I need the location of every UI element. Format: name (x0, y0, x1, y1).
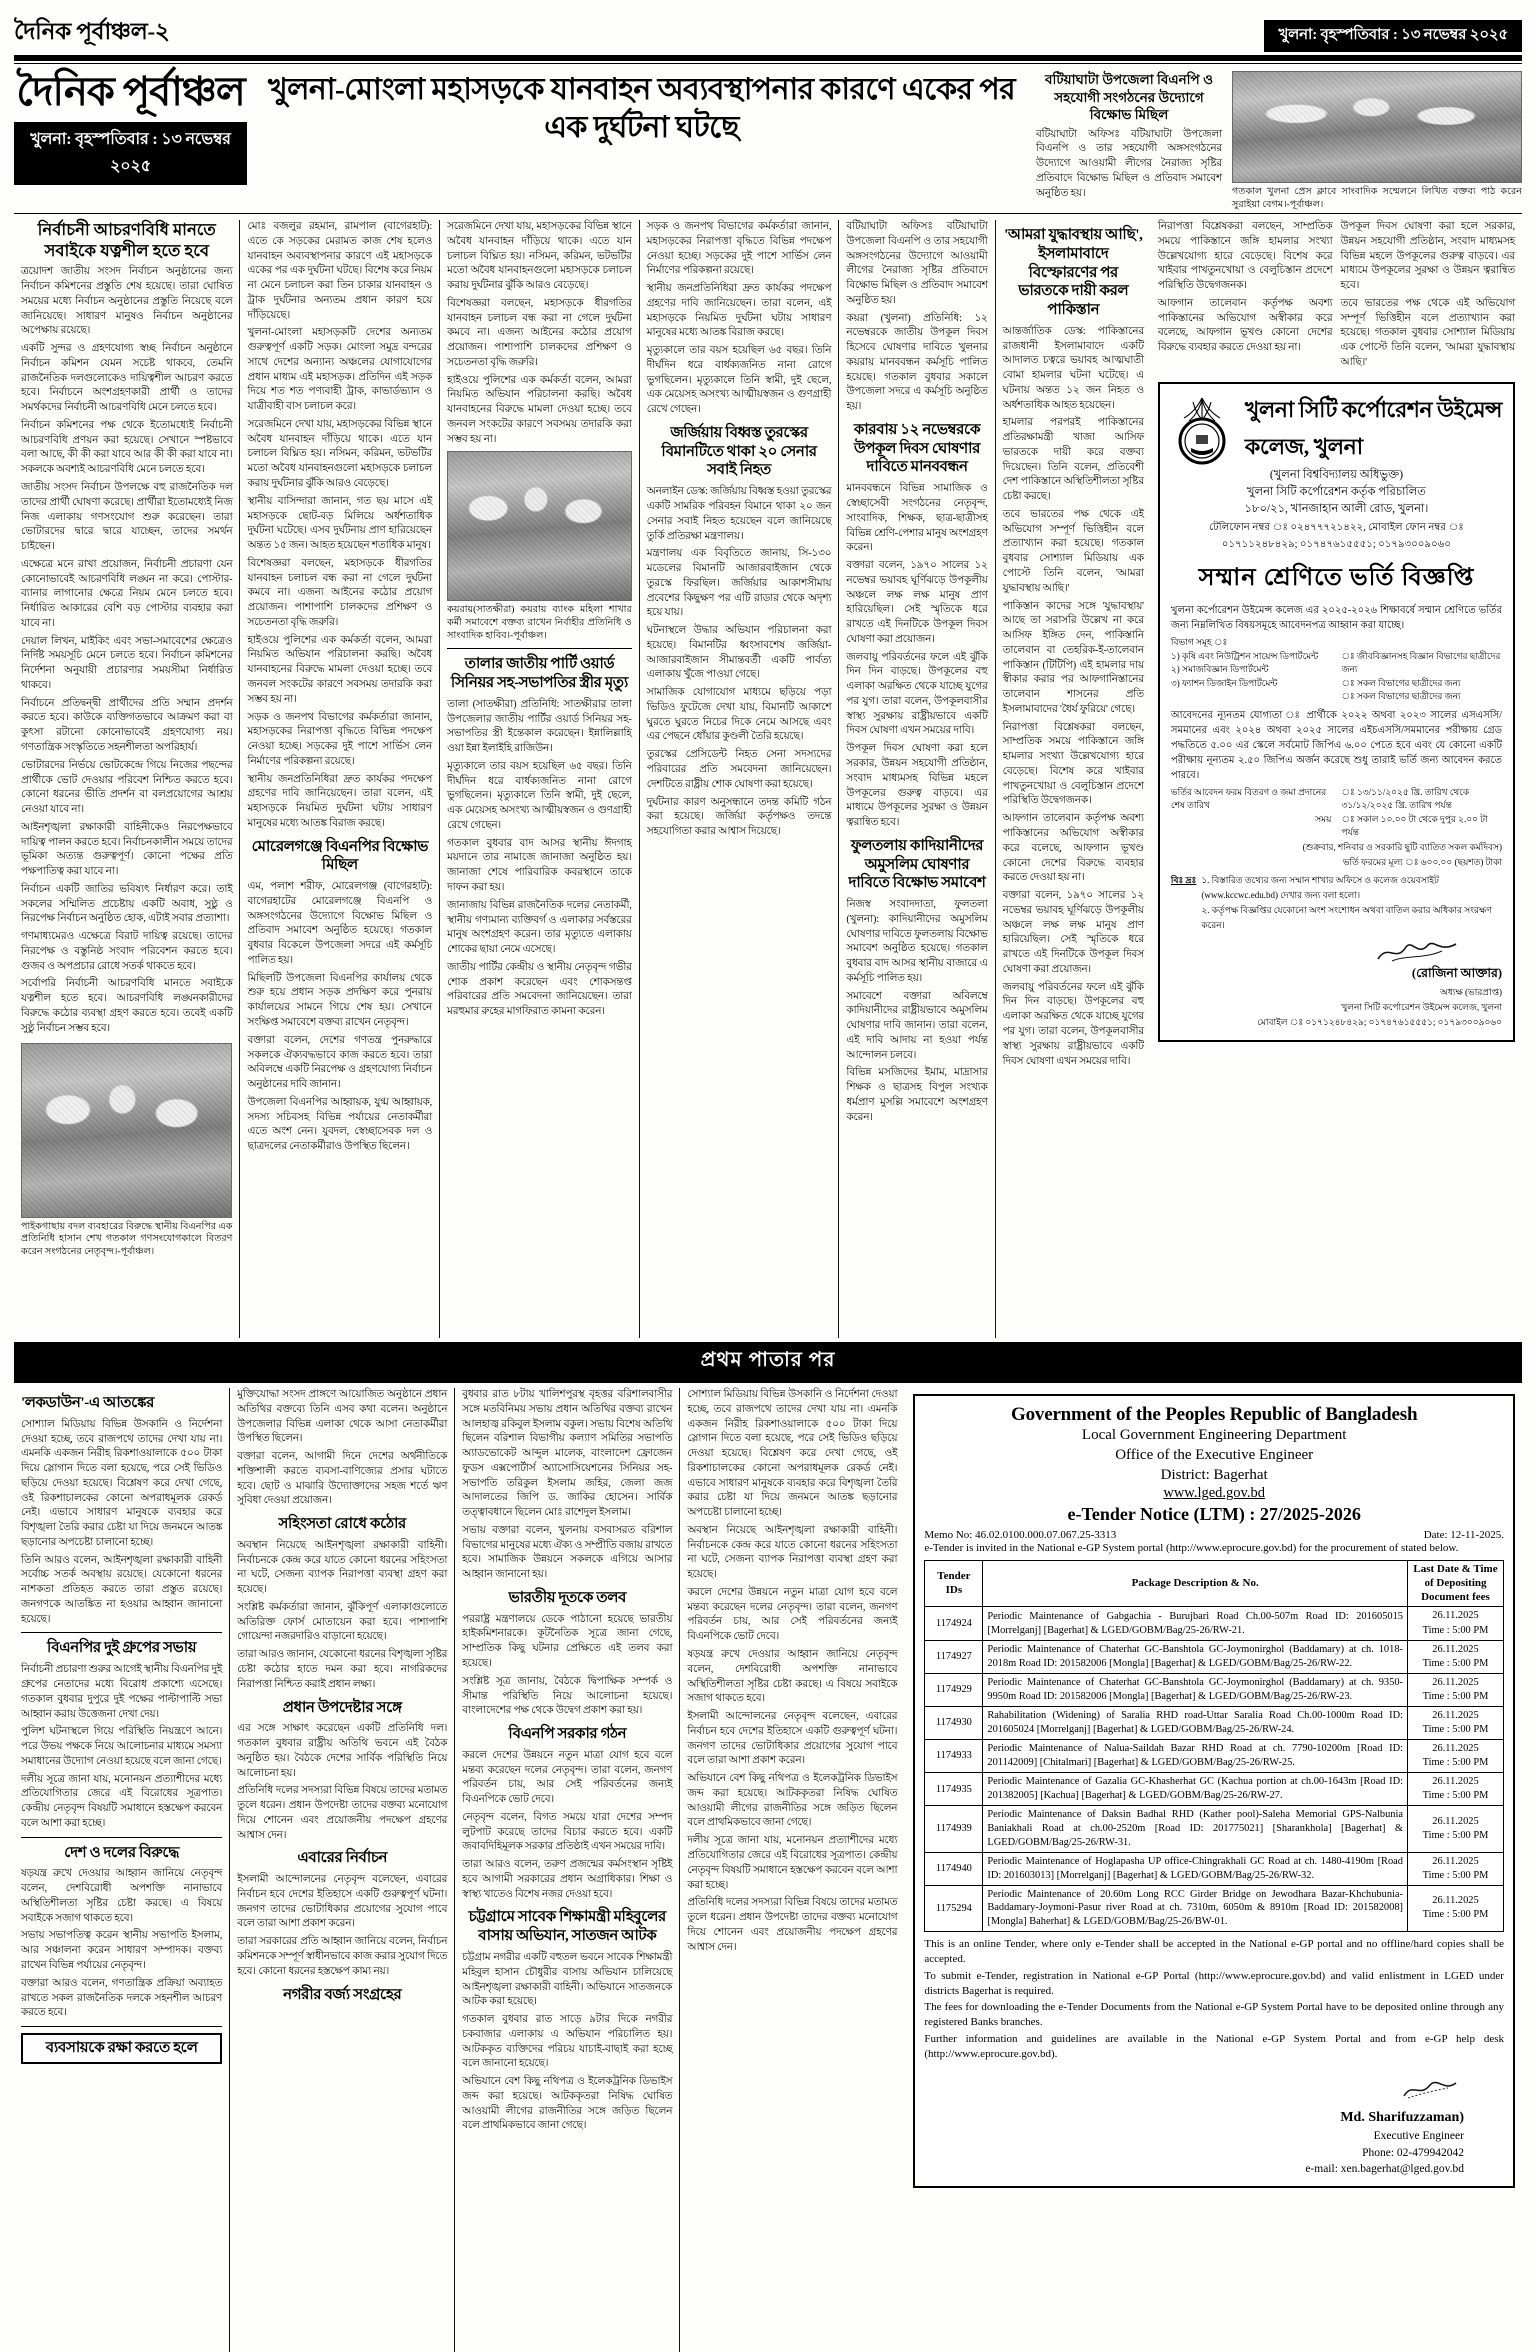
admission-banner: সম্মান শ্রেণিতে ভর্তি বিজ্ঞপ্তি (1198, 565, 1475, 592)
tender-desc: Rahabilitation (Widening) of Saralia RHD road-Uttar Saralia Road Ch.00-1000m Road ID: 201605024 [Morrelganj] [Bagerhat] & LGED/GOBM/Bag/25-26/RW-24. (983, 1706, 1408, 1739)
col3-body-top: সরেজমিনে দেখা যায়, মহাসড়কের বিভিন্ন স্থানে অবৈধ যানবাহন দাঁড়িয়ে থাকে। এতে যান চলাচল বিঘ্নিত হয়। নসিমন, করিমন, ভটভটির মতো অবৈধ যানবাহনগুলো মহাসড়কে চলাচল করায় দুর্ঘটনার ঝুঁকি আরও বেড়েছে। বিশেষজ্ঞরা বলছেন, মহাসড়কে ধীরগতির যানবাহন চলাচল বন্ধ করা না গেলে দুর্ঘটনা কমবে না। এজন্য আইনের কঠোর প্রয়োগ প্রয়োজন। পাশাপাশি চালকদের প্রশিক্ষণ ও সচেতনতা বৃদ্ধি জরুরি। হাইওয়ে পুলিশের এক কর্মকর্তা বলেন, আমরা নিয়মিত অভিযান পরিচালনা করছি। অবৈধ যানবাহনের বিরুদ্ধে মামলা দেওয়া হচ্ছে। তবে জনবল সংকটের কারণে সবসময় তদারকি করা সম্ভব হয় না। (447, 221, 632, 445)
col6-body: আন্তর্জাতিক ডেস্ক: পাকিস্তানের রাজধানী ইসলামাবাদে একটি আদালত চত্বরে ভয়াবহ আত্মঘাতী বোমা হামলার ঘটনা ঘটেছে। এ ঘটনায় অন্তত ১২ জন নিহত ও অর্ধশতাধিক আহত হয়েছেন। হামলার পরপরই পাকিস্তানের প্রতিরক্ষামন্ত্রী খাজা আসিফ ভারতকে দায়ী করে বক্তব্য দিয়েছেন। তিনি বলেন, প্রতিবেশী দেশ পাকিস্তানে অস্থিতিশীলতা সৃষ্টির চেষ্টা করছে। তবে ভারতের পক্ষ থেকে এই অভিযোগ সম্পূর্ণ ভিত্তিহীন বলে প্রত্যাখ্যান করা হয়েছে। গতকাল বুধবার সোশ্যাল মিডিয়ায় এক পোস্টে তিনি বলেন, 'আমরা যুদ্ধাবস্থায় আছি।' পাকিস্তান কাদের সঙ্গে 'যুদ্ধাবস্থায়' আছে তা সরাসরি উল্লেখ না করে আসিফ ইঙ্গিত দেন, পাকিস্তানি তালেবান বা তেহরিক-ই-তালেবান পাকিস্তান (টিটিপি) এই হামলার দায় স্বীকার করার পর আফগানিস্তানের তালেবান শাসনের প্রতি ইসলামাবাদের 'ধৈর্য ফুরিয়ে' গেছে। নিরাপত্তা বিশ্লেষকরা বলছেন, সাম্প্রতিক সময়ে পাকিস্তানে জঙ্গি হামলার সংখ্যা উল্লেখযোগ্য হারে বেড়েছে। বিশেষ করে খাইবার পাখতুনখোয়া ও বেলুচিস্তান প্রদেশে পরিস্থিতি উদ্বেগজনক। আফগান তালেবান কর্তৃপক্ষ অবশ্য পাকিস্তানের অভিযোগ অস্বীকার করে বলেছে, আফগান ভূখণ্ড কোনো দেশের বিরুদ্ধে ব্যবহার করতে দেওয়া হয় না। বক্তারা বলেন, ১৯৭০ সালের ১২ নভেম্বর ভয়াবহ ঘূর্ণিঝড়ে উপকূলীয় অঞ্চলে লক্ষ লক্ষ মানুষ প্রাণ হারিয়েছিল। সেই স্মৃতিকে ধরে রাখতে এই দিনটিকে উপকূল দিবস ঘোষণা করা প্রয়োজন। জলবায়ু পরিবর্তনের ফলে এই ঝুঁকি দিন দিন বাড়ছে। উপকূলের বহু এলাকা অরক্ষিত থেকে যাচ্ছে যুগের পর যুগ। তারা বলেন, উপকূলবাসীর স্বাস্থ্য সুরক্ষায় রাষ্ট্রীয়ভাবে একটি দিবস ঘোষণা এখন সময়ের দাবি। (1002, 325, 1144, 1067)
tender-deadline: 26.11.2025 Time : 5:00 PM (1407, 1640, 1503, 1673)
b2-headline-2: সহিংসতা রোধে কঠোর (278, 1516, 406, 1533)
tender-notes (924, 1937, 1504, 2062)
gov-department: Local Government Engineering Department (1081, 1427, 1347, 1443)
form-distribution-label: ভর্তির আবেদন ফরম বিতরণ ও জমা প্রদানের শেষ তারিখ (1170, 786, 1327, 811)
tender-desc: Periodic Maintenance of 20.60m Long RCC Girder Bridge on Jewodhara Bazar-Khchubunia-Baddamary-Joymoni-Pasur river Road at ch. 7310m, 6050m & 8910m [Road ID: 201582008] [Mongla] Baherhat] & LGED/GOBM/Bag/25-26/BW-01. (983, 1885, 1408, 1931)
tender-desc: Periodic Maintenance of Daksin Badhal RHD (Kather pool)-Saleha Memorial GPS-Nalbunia Baniakhali Road at ch.00-2520m [Road ID: 201775021] [Sharankhola] [Bagerhat] & LGED/GOBM/Bag/25-26/RW-31. (983, 1806, 1408, 1852)
principal-signature-icon (1171, 939, 1502, 965)
b2-body-1: মুক্তিযোদ্ধা সংসদ প্রাঙ্গণে আয়োজিত অনুষ্ঠানে প্রধান অতিথির বক্তব্যে তিনি এসব কথা বলেন। অনুষ্ঠানে উপজেলার বিভিন্ন এলাকা থেকে আসা নেতাকর্মীরা উপস্থিত ছিলেন। বক্তারা বলেন, আগামী দিনে দেশের অর্থনীতিকে শক্তিশালী করতে ব্যবসা-বাণিজ্যের প্রসার ঘটাতে হবে। ছোট ও মাঝারি উদ্যোক্তাদের সহজ শর্তে ঋণ সুবিধা দেওয়া প্রয়োজন। (237, 1389, 448, 1507)
subject-eligibility: ঃ সকল বিভাগের ছাত্রীদের জন্য (1341, 677, 1461, 688)
top-rule-thick (14, 55, 1522, 61)
admission-intro: খুলনা কর্পোরেশন উইমেন্স কলেজ এর ২০২৫-২০২৬ শিক্ষাবর্ষে সম্মান শ্রেণিতে ভর্তির জন্য নিম্নলিখিত বিষয়সমূহে আবেদনপত্র আহ্বান করা যাচ্ছে। (1170, 605, 1503, 632)
b3-headline-4: চট্টগ্রামে সাবেক শিক্ষামন্ত্রী মহিবুলের বাসায় অভিযান, সাতজন আটক (468, 1909, 666, 1945)
masthead-bottom-rule (14, 213, 1522, 214)
tender-id: 1174939 (925, 1806, 983, 1852)
th-tender-ids: Tender IDs (925, 1561, 983, 1607)
col5-kicker: কারবায় ১২ নভেম্বরকে উপকূল দিবস ঘোষণার দাবিতে মানববন্ধন (853, 421, 981, 476)
col2-sub-body: এম, পলাশ শরীফ, মোরেলগঞ্জ (বাগেরহাট): বাগেরহাটের মোরেলগঞ্জে বিএনপি ও অঙ্গসংগঠনের উদ্যোগে বিক্ষোভ মিছিল ও প্রতিবাদ সমাবেশ অনুষ্ঠিত হয়েছে। গতকাল বুধবার বিকেলে উপজেলা সদরে এই কর্মসূচি পালিত হয়। মিছিলটি উপজেলা বিএনপির কার্যালয় থেকে শুরু হয়ে প্রধান সড়ক প্রদক্ষিণ করে পুনরায় কার্যালয়ের সামনে গিয়ে শেষ হয়। সেখানে সংক্ষিপ্ত সমাবেশে বক্তব্য রাখেন নেতৃবৃন্দ। বক্তারা বলেন, দেশের গণতন্ত্র পুনরুদ্ধারে সকলকে ঐক্যবদ্ধভাবে কাজ করতে হবে। তারা অবিলম্বে একটি নিরপেক্ষ ও গ্রহণযোগ্য নির্বাচন অনুষ্ঠানের দাবি জানান। উপজেলা বিএনপির আহ্বায়ক, যুগ্ম আহ্বায়ক, সদস্য সচিবসহ বিভিন্ন পর্যায়ের নেতাকর্মীরা এতে অংশ নেন। যুবদল, স্বেচ্ছাসেবক দল ও ছাত্রদলের নেতাকর্মীরাও উপস্থিত ছিলেন। (247, 881, 433, 1153)
tender-id: 1175294 (925, 1885, 983, 1931)
col6-kicker: 'আমরা যুদ্ধাবস্থায় আছি', ইসলামাবাদে বিস্ফোরণের পর ভারতকে দায়ী করল পাকিস্তান (1004, 227, 1143, 318)
tender-note: The fees for downloading the e-Tender Documents from the National e-GP System Portal have to be deposited online through any registered Banks branches. (924, 2001, 1504, 2029)
subject-item: ১) কৃষি এবং নিউট্রিশন সায়েন্স ডিপার্টমেন্ট (1170, 650, 1319, 661)
form-holiday-note: (শুক্রবার, শনিবার ও সরকারি ছুটি ব্যাতিত সকল কর্মদিবস) (1302, 841, 1503, 852)
col2-body: মোঃ বজলুর রহমান, রামপাল (বাগেরহাট): এতে কে সড়কের মেরামত কাজ শেষ হলেও যানবাহন অব্যবস্থাপনার কারণে এই মহাসড়কে একের পর এক দুর্ঘটনা ঘটছে। বিশেষ করে নিয়ম না মেনে চলাচল করা তিন চাকার যানবাহন ও ট্রাক দুর্ঘটনার অন্যতম প্রধান কারণ হয়ে দাঁড়িয়েছে। খুলনা-মোংলা মহাসড়কটি দেশের অন্যতম গুরুত্বপূর্ণ একটি সড়ক। মোংলা সমুদ্র বন্দরের সাথে দেশের অন্যান্য অঞ্চলের যোগাযোগের প্রধান মাধ্যম এই মহাসড়ক। প্রতিদিন এই সড়ক দিয়ে শত শত পণ্যবাহী ট্রাক, কাভার্ডভ্যান ও যাত্রীবাহী বাস চলাচল করে। সরেজমিনে দেখা যায়, মহাসড়কের বিভিন্ন স্থানে অবৈধ যানবাহন দাঁড়িয়ে থাকে। এতে যান চলাচল বিঘ্নিত হয়। নসিমন, করিমন, ভটভটির মতো অবৈধ যানবাহনগুলো মহাসড়কে চলাচল করায় দুর্ঘটনার ঝুঁকি আরও বেড়েছে। স্থানীয় বাসিন্দারা জানান, গত ছয় মাসে এই মহাসড়কে ছোট-বড় মিলিয়ে অর্ধশতাধিক দুর্ঘটনা ঘটেছে। এসব দুর্ঘটনায় প্রাণ হারিয়েছেন অন্তত ১৫ জন। আহত হয়েছেন শতাধিক মানুষ। বিশেষজ্ঞরা বলছেন, মহাসড়কে ধীরগতির যানবাহন চলাচল বন্ধ করা না গেলে দুর্ঘটনা কমবে না। এজন্য আইনের কঠোর প্রয়োগ প্রয়োজন। পাশাপাশি চালকদের প্রশিক্ষণ ও সচেতনতা বৃদ্ধি জরুরি। হাইওয়ে পুলিশের এক কর্মকর্তা বলেন, আমরা নিয়মিত অভিযান পরিচালনা করছি। অবৈধ যানবাহনের বিরুদ্ধে মামলা দেওয়া হচ্ছে। তবে জনবল সংকটের কারণে সবসময় তদারকি করা সম্ভব হয় না। সড়ক ও জনপথ বিভাগের কর্মকর্তারা জানান, মহাসড়কের নিরাপত্তা বৃদ্ধিতে বিভিন্ন পদক্ষেপ নেওয়া হচ্ছে। সড়কের দুই পাশে সার্ভিস লেন নির্মাণের পরিকল্পনা রয়েছে। স্থানীয় জনপ্রতিনিধিরা দ্রুত কার্যকর পদক্ষেপ গ্রহণের দাবি জানিয়েছেন। তারা বলেন, এই মহাসড়কে নিয়মিত দুর্ঘটনা ঘটায় সাধারণ মানুষের মধ্যে আতঙ্ক বিরাজ করছে। (247, 221, 433, 829)
form-distribution-value: ঃ ১৩/১১/২০২৫ খ্রি. তারিখ থেকে ৩১/১২/২০২৫ খ্রি. তারিখ পর্যন্ত (1341, 786, 1470, 811)
b1-body-2: নির্বাচনী প্রচারণা শুরুর আগেই স্থানীয় বিএনপির দুই গ্রুপের নেতাদের মধ্যে বিরোধ প্রকাশ্যে এসেছে। গতকাল বুধবার দুপুরে দুই পক্ষের পাল্টাপাল্টি সভা আহ্বান করায় উত্তেজনা দেখা দেয়। পুলিশ ঘটনাস্থলে গিয়ে পরিস্থিতি নিয়ন্ত্রণে আনে। পরে উভয় পক্ষকে নিয়ে আলোচনার মাধ্যমে সমস্যা সমাধানের উদ্যোগ নেওয়া হয়েছে বলে জানা গেছে। দলীয় সূত্রে জানা যায়, মনোনয়ন প্রত্যাশীদের মধ্যে প্রতিযোগিতার জেরে এই বিরোধের সূত্রপাত। কেন্দ্রীয় নেতৃবৃন্দ বিষয়টি সমাধানে হস্তক্ষেপ করবেন বলে আশা করা হচ্ছে। (21, 1664, 223, 1829)
b1-body-3: ষড়যন্ত্র রুখে দেওয়ার আহ্বান জানিয়ে নেতৃবৃন্দ বলেন, দেশবিরোধী অপশক্তি নানাভাবে অস্থিতিশীলতা সৃষ্টির চেষ্টা করছে। এ বিষয়ে সবাইকে সজাগ থাকতে হবে। সভায় সভাপতিত্ব করেন স্থানীয় সভাপতি ইসলাম, আর সঞ্চালনা করেন সাধারণ সম্পাদক। বক্তব্য রাখেন বিভিন্ন পর্যায়ের নেতৃবৃন্দ। বক্তারা আরও বলেন, গণতান্ত্রিক প্রক্রিয়া অব্যাহত রাখতে সকল রাজনৈতিক দলকে সহনশীল আচরণ করতে হবে। (21, 1868, 223, 2019)
college-operator: খুলনা সিটি কর্পোরেশন কর্তৃক পরিচালিত (1247, 485, 1426, 498)
lged-website-link[interactable]: www.lged.gov.bd (1163, 1485, 1265, 1502)
form-time-label: সময় (1315, 813, 1332, 824)
rail-body-left: নিরাপত্তা বিশ্লেষকরা বলছেন, সাম্প্রতিক সময়ে পাকিস্তানে জঙ্গি হামলার সংখ্যা উল্লেখযোগ্য হারে বেড়েছে। বিশেষ করে খাইবার পাখতুনখোয়া ও বেলুচিস্তান প্রদেশে পরিস্থিতি উদ্বেগজনক। আফগান তালেবান কর্তৃপক্ষ অবশ্য পাকিস্তানের অভিযোগ অস্বীকার করে বলেছে, আফগান ভূখণ্ড কোনো দেশের বিরুদ্ধে ব্যবহার করতে দেওয়া হয় না। (1157, 221, 1333, 354)
tender-desc: Periodic Maintenance of Chaterhat GC-Banshtola GC-Joymonirghol (Baddamary) at ch. 9350-9950m Road ID: 201582006 [Mongla] [Bagerhat] & LGED/GOBM/Bag/25-26/RW-23. (983, 1673, 1408, 1706)
side-body: বটিয়াঘাটা অফিসঃ বটিয়াঘাটা উপজেলা বিএনপি ও তার সহযোগী অঙ্গসংগঠনের উদ্যোগে আওয়ামী লীগের নৈরাজ্য সৃষ্টির প্রতিবাদে বিক্ষোভ মিছিল ও প্রতিবাদ সমাবেশ অনুষ্ঠিত হয়। (1036, 128, 1222, 199)
principal-mobile: মোবাইল ঃ ০১৭১২৪৮৪২৯; ০১৭৪৭৬১৫৫৫১; ০১৭৯৩০০৯০৬০ (1257, 1016, 1503, 1027)
b1-divider-1 (21, 1632, 222, 1633)
col4-body-top: সড়ক ও জনপথ বিভাগের কর্মকর্তারা জানান, মহাসড়কের নিরাপত্তা বৃদ্ধিতে বিভিন্ন পদক্ষেপ নেওয়া হচ্ছে। সড়কের দুই পাশে সার্ভিস লেন নির্মাণের পরিকল্পনা রয়েছে। স্থানীয় জনপ্রতিনিধিরা দ্রুত কার্যকর পদক্ষেপ গ্রহণের দাবি জানিয়েছেন। তারা বলেন, এই মহাসড়কে নিয়মিত দুর্ঘটনা ঘটায় সাধারণ মানুষের মধ্যে আতঙ্ক বিরাজ করছে। মৃত্যুকালে তার বয়স হয়েছিল ৬৫ বছর। তিনি দীর্ঘদিন ধরে বার্ধক্যজনিত নানা রোগে ভুগছিলেন। মৃত্যুকালে তিনি স্বামী, দুই ছেলে, এক মেয়েসহ অসংখ্য আত্মীয়স্বজন ও গুণগ্রাহী রেখে গেছেন। (646, 221, 832, 416)
tender-deadline: 26.11.2025 Time : 5:00 PM (1407, 1739, 1503, 1772)
b3-body-3: করলে দেশের উন্নয়নে নতুন মাত্রা যোগ হবে বলে মন্তব্য করেছেন দলের নেতৃবৃন্দ। তারা বলেন, জনগণ পরিবর্তন চায়, আর সেই পরিবর্তনের জন্যই বিএনপিকে ভোট দেবে। নেতৃবৃন্দ বলেন, বিগত সময়ে যারা দেশের সম্পদ লুটপাট করেছে তাদের বিচার করতে হবে। একটি জবাবদিহিমূলক সরকার প্রতিষ্ঠাই এখন সময়ের দাবি। তারা আরও বলেন, তরুণ প্রজন্মের কর্মসংস্থান সৃষ্টিই হবে আগামী সরকারের প্রধান অগ্রাধিকার। শিক্ষা ও স্বাস্থ্য খাতেও বিশেষ নজর দেওয়া হবে। (462, 1749, 673, 1900)
b3-body-1: বুধবার রাত ৮টায় খালিশপুরস্থ বৃহত্তর বরিশালবাসীর সঙ্গে মতবিনিময় সভায় প্রধান অতিথির বক্তব্য রাখেন আলহাজ্ব রকিবুল ইসলাম বকুল। সভায় বিশেষ অতিথি ছিলেন বরিশাল বিভাগীয় কল্যাণ সমিতির সভাপতি অ্যাডভোকেট আব্দুল মালেক, বাংলাদেশ ফ্রোজেন ফুডস এক্সপোর্টার্স অ্যাসোসিয়েশনের সিনিয়র সহ-সভাপতি তরিকুল ইসলাম জহির, জেলা জজ আদালতের জিপি ড. জাকির হোসেন। সার্বিক তত্ত্বাবধানে ছিলেন মোঃ রাশেদুল ইসলাম। সভায় বক্তারা বলেন, খুলনায় বসবাসরত বরিশাল বিভাগের মানুষের মধ্যে ঐক্য ও সম্প্রীতি বজায় রাখতে হবে। সামাজিক উন্নয়নে সকলকে এগিয়ে আসার আহ্বান জানানো হয়। (462, 1389, 673, 1581)
col1-photo-caption: পাইকগাছায় বদল ব্যবহারের বিরুদ্ধে স্থানীয় বিএনপির এক প্রতিনিধি হাসান শেখ গতকাল গণসংযোগকালে বিতরণ করেন সংগঠনের নেতৃবৃন্দ।-পূর্বাঞ্চল। (21, 1220, 233, 1258)
th-last-date: Last Date & Time of Depositing Document fees (1407, 1561, 1503, 1607)
b1-headline-3: দেশ ও দলের বিরুদ্ধে (64, 1844, 180, 1861)
side-caption: বটিয়াঘাটা উপজেলা বিএনপি ও সহযোগী সংগঠনের উদ্যোগে বিক্ষোভ মিছিল (1044, 72, 1214, 123)
subject-item: ২) সমাজবিজ্ঞান ডিপার্টমেন্ট (1170, 664, 1269, 675)
column-1 (14, 220, 239, 1338)
signer-title: Executive Engineer (1373, 2129, 1464, 2142)
tender-deadline: 26.11.2025 Time : 5:00 PM (1407, 1885, 1503, 1931)
col4-body: অনলাইন ডেস্ক: জর্জিয়ায় বিধ্বস্ত হওয়া তুরস্কের একটি সামরিক পরিবহন বিমানে থাকা ২০ জন সেনার সবাই নিহত হয়েছেন বলে জানিয়েছে তুর্কি প্রতিরক্ষা মন্ত্রণালয়। মন্ত্রণালয় এক বিবৃতিতে জানায়, সি-১৩০ মডেলের বিমানটি আজারবাইজান থেকে তুরস্কে ফিরছিল। জর্জিয়ার আকাশসীমায় প্রবেশের কিছুক্ষণ পর এটি রাডার থেকে অদৃশ্য হয়ে যায়। ঘটনাস্থলে উদ্ধার অভিযান পরিচালনা করা হয়েছে। বিমানটির ধ্বংসাবশেষ জর্জিয়া-আজারবাইজান সীমান্তবর্তী একটি পার্বত্য এলাকায় খুঁজে পাওয়া গেছে। সামাজিক যোগাযোগ মাধ্যমে ছড়িয়ে পড়া ভিডিও ফুটেজে দেখা যায়, বিমানটি আকাশে ঘুরতে ঘুরতে নিচের দিকে নেমে আসছে এবং এর পেছনে ধোঁয়ার কুণ্ডলী তৈরি হয়েছে। তুরস্কের প্রেসিডেন্ট নিহত সেনা সদস্যদের পরিবারের প্রতি সমবেদনা জানিয়েছেন। দেশটিতে রাষ্ট্রীয় শোক ঘোষণা করা হয়েছে। দুর্ঘটনার কারণ অনুসন্ধানে তদন্ত কমিটি গঠন করা হয়েছে। জর্জিয়া কর্তৃপক্ষও তদন্তে সহযোগিতা করার আশ্বাস দিয়েছে। (646, 486, 832, 838)
tender-note: Further information and guidelines are available in the National e-GP System Portal and from e-GP help desk (http://www.eprocure.gov.bd). (924, 2033, 1504, 2061)
college-phone: টেলিফোন নম্বর ঃ ০২৪৭৭৭২১৪২২, মোবাইল ফোন নম্বর ঃ ০১৭১১২৪৮৪২৯; ০১৭৪৭৬১৫৫৫১; ০১৭৯৩০০৯০৬০ (1209, 522, 1464, 551)
b3-headline-3: বিএনপি সরকার গঠন (508, 1726, 627, 1743)
gov-district: District: Bagerhat (1160, 1466, 1268, 1483)
masthead-side-caption-block (1036, 71, 1222, 211)
college-ad-header (1171, 393, 1502, 467)
bottom-column-2 (229, 1388, 454, 2352)
bottom-column-1 (14, 1388, 229, 2352)
tender-desc: Periodic Maintenance of Chaterhat GC-Banshtola GC-Joymonirghol (Baddamary) at ch. 1018-2018m Road ID: 201582006 [Mongla] [Bagerhat] & LGED/GOBM/Bag/25-26/RW-22. (983, 1640, 1408, 1673)
subject-item: ৩) ফ্যাশন ডিজাইন ডিপার্টমেন্ট (1170, 677, 1278, 688)
tender-table (924, 1560, 1504, 1932)
b2-headline-3: প্রধান উপদেষ্টার সঙ্গে (282, 1699, 402, 1716)
col4-sub-headline: জর্জিয়ায় বিধ্বস্ত তুরস্কের বিমানটিতে থাকা ২০ সেনার সবাই নিহত (661, 424, 817, 479)
b4-body: সোশ্যাল মিডিয়ায় বিভিন্ন উসকানি ও নির্দেশনা দেওয়া হচ্ছে, তবে রাজপথে তাদের দেখা যায় না। এমনকি একজন নিরীহ রিকশাওয়ালাকে ৫০০ টাকা দিয়ে স্লোগান দিতে বলা হয়েছে, পরে সেই ভিডিও ছড়িয়ে দেওয়া হয়েছে। বিশ্লেষণ করে দেখা গেছে, ওই রিকশাচালকের কোনো অপরাধমূলক রেকর্ড নেই। এভাবে সাধারণ মানুষকে ব্যবহার করে বিশৃঙ্খলা তৈরি করার চেষ্টা যা দিয়ে জনমনে আতঙ্ক ছড়ানোর অপচেষ্টা চালানো হচ্ছে। অবস্থান নিয়েছে আইনশৃঙ্খলা রক্ষাকারী বাহিনী। নির্বাচনকে কেন্দ্র করে যাতে কোনো ধরনের সহিংসতা না ঘটে, সেজন্য ব্যাপক নিরাপত্তা ব্যবস্থা গ্রহণ করা হয়েছে। করলে দেশের উন্নয়নে নতুন মাত্রা যোগ হবে বলে মন্তব্য করেছেন দলের নেতৃবৃন্দ। তারা বলেন, জনগণ পরিবর্তন চায়, আর সেই পরিবর্তনের জন্যই বিএনপিকে ভোট দেবে। ষড়যন্ত্র রুখে দেওয়ার আহ্বান জানিয়ে নেতৃবৃন্দ বলেন, দেশবিরোধী অপশক্তি নানাভাবে অস্থিতিশীলতা সৃষ্টির চেষ্টা করছে। এ বিষয়ে সবাইকে সজাগ থাকতে হবে। ইসলামী আন্দোলনের নেতৃবৃন্দ বলেছেন, এবারের নির্বাচন হবে দেশের ইতিহাসে একটি গুরুত্বপূর্ণ ঘটনা। জনগণ তাদের ভোটাধিকার প্রয়োগের সুযোগ পাবে বলে তারা আশা প্রকাশ করেন। অভিযানে বেশ কিছু নথিপত্র ও ইলেকট্রনিক ডিভাইস জব্দ করা হয়েছে। আটককৃতরা নিষিদ্ধ ঘোষিত আওয়ামী লীগের রাজনীতির সঙ্গে জড়িত ছিলেন বলে প্রাথমিকভাবে জানা গেছে। দলীয় সূত্রে জানা যায়, মনোনয়ন প্রত্যাশীদের মধ্যে প্রতিযোগিতার জেরে এই বিরোধের সূত্রপাত। কেন্দ্রীয় নেতৃবৃন্দ বিষয়টি সমাধানে হস্তক্ষেপ করবেন বলে আশা করা হচ্ছে। প্রতিনিধি দলের সদস্যরা বিভিন্ন বিষয়ে তাদের মতামত তুলে ধরেন। প্রধান উপদেষ্টা তাদের বক্তব্য মনোযোগ দিয়ে শোনেন এবং প্রয়োজনীয় পদক্ষেপ গ্রহণের আশ্বাস দেন। (687, 1389, 898, 1953)
col1-photo (21, 1043, 232, 1218)
col5-sub-headline: ফুলতলায় কাদিয়ানীদের অমুসলিম ঘোষণার দাবিতে বিক্ষোভ সমাবেশ (848, 837, 986, 892)
subjects-label: বিভাগ সমূহ ঃ (1170, 637, 1228, 648)
tender-id: 1174929 (925, 1673, 983, 1706)
b2-body-3: এর সঙ্গে সাক্ষাৎ করেছেন একটি প্রতিনিধি দল। গতকাল বুধবার রাষ্ট্রীয় অতিথি ভবনে এই বৈঠক অনুষ্ঠিত হয়। বৈঠকে দেশের সার্বিক পরিস্থিতি নিয়ে আলোচনা হয়। প্রতিনিধি দলের সদস্যরা বিভিন্ন বিষয়ে তাদের মতামত তুলে ধরেন। প্রধান উপদেষ্টা তাদের বক্তব্য মনোযোগ দিয়ে শোনেন এবং প্রয়োজনীয় পদক্ষেপ গ্রহণের আশ্বাস দেন। (237, 1723, 448, 1841)
college-note: ২. কর্তৃপক্ষ বিজ্ঞপ্তির যেকোনো অংশ সংশোধন অথবা বাতিল করার অধিকার সংরক্ষণ করেন। (1201, 904, 1492, 930)
paper-name: দৈনিক পূর্বাঞ্চল (16, 69, 245, 114)
tender-table-body (925, 1607, 1504, 1932)
etender-notice-title: e-Tender Notice (LTM) : 27/2025-2026 (1067, 1504, 1361, 1525)
column-4 (639, 220, 839, 1338)
masthead-logo-block (14, 71, 247, 211)
top-date-chip: খুলনা: বৃহস্পতিবার : ১৩ নভেম্বর ২০২৫ (1264, 20, 1522, 52)
tender-id: 1174924 (925, 1607, 983, 1640)
b2-body-2: অবস্থান নিয়েছে আইনশৃঙ্খলা রক্ষাকারী বাহিনী। নির্বাচনকে কেন্দ্র করে যাতে কোনো ধরনের সহিংসতা না ঘটে, সেজন্য ব্যাপক নিরাপত্তা ব্যবস্থা গ্রহণ করা হয়েছে। সংশ্লিষ্ট কর্মকর্তারা জানান, ঝুঁকিপূর্ণ এলাকাগুলোতে অতিরিক্ত ফোর্স মোতায়েন করা হবে। পাশাপাশি গোয়েন্দা নজরদারিও বাড়ানো হয়েছে। তারা আরও জানান, যেকোনো ধরনের বিশৃঙ্খলা সৃষ্টির চেষ্টা কঠোর হাতে দমন করা হবে। নাগরিকদের নিরাপত্তা নিশ্চিত করাই প্রধান লক্ষ্য। (237, 1539, 448, 1690)
tender-desc: Periodic Maintenance of Gabgachia - Burujbari Road Ch.00-507m Road ID: 201605015 [Morrelganj] [Bagerhat] & LGED/GOBM/Bag/25-26/RW-21. (983, 1607, 1408, 1640)
top-strip (14, 10, 1522, 52)
tender-id: 1174940 (925, 1852, 983, 1885)
table-row (925, 1772, 1504, 1805)
rail-body-right: উপকূল দিবস ঘোষণা করা হলে সরকার, উন্নয়ন সহযোগী প্রতিষ্ঠান, সংবাদ মাধ্যমসহ বিভিন্ন মহলে উপকূলের গুরুত্ব বাড়বে। এর মাধ্যমে উপকূলের সুরক্ষা ও উন্নয়ন ত্বরান্বিত হবে। তবে ভারতের পক্ষ থেকে এই অভিযোগ সম্পূর্ণ ভিত্তিহীন বলে প্রত্যাখ্যান করা হয়েছে। গতকাল বুধবার সোশ্যাল মিডিয়ায় এক পোস্টে তিনি বলেন, 'আমরা যুদ্ধাবস্থায় আছি।' (1340, 221, 1516, 368)
memo-date: Date: 12-11-2025. (1423, 1529, 1504, 1542)
signer-phone: Phone: 02-479942042 (1362, 2146, 1464, 2159)
tender-desc: Periodic Maintenance of Hoglapasha UP office-Chingrakhali GC Road at ch. 1480-4190m [Road ID: 201603013] [Morrelganj] [Bagerhat] & LGED/GOBM/Bag/25-26/RW-32. (983, 1852, 1408, 1885)
table-row (925, 1640, 1504, 1673)
col1-headline: নির্বাচনী আচরণবিধি মানতে সবাইকে যত্নশীল হতে হবে (37, 220, 216, 260)
college-advertisement (1158, 382, 1515, 1042)
tender-desc: Periodic Maintenance of Gazalia GC-Khasherhat GC (Kachua portion at ch.00-1643m [Road ID: 201382005] [Kachua] [Bagerhat] & LGED/GOBM/Bag/25-26/RW-27. (983, 1772, 1408, 1805)
college-address: ১৮০/২১, খানজাহান আলী রোড, খুলনা। (1244, 503, 1429, 516)
b3-headline-2: ভারতীয় দূতকে তলব (508, 1589, 626, 1606)
college-crest-icon (1171, 394, 1233, 466)
bottom-column-3 (454, 1388, 679, 2352)
signer-name: Md. Sharifuzzaman) (1340, 2109, 1464, 2125)
tender-id: 1174935 (925, 1772, 983, 1805)
masthead (14, 71, 1522, 211)
b2-headline-4: এবারের নির্বাচন (297, 1850, 388, 1867)
subject-eligibility: ঃ সকল বিভাগের ছাত্রীদের জন্য (1341, 691, 1461, 702)
table-row (925, 1885, 1504, 1931)
right-rail (1151, 220, 1522, 1338)
principal-title: অধ্যক্ষ (ভারপ্রাপ্ত) (1440, 986, 1503, 997)
press-conference-photo (1232, 71, 1522, 183)
column-5 (838, 220, 994, 1338)
b1-headline-2: বিএনপির দুই গ্রুপের সভায় (47, 1640, 197, 1657)
subject-eligibility: ঃ জীববিজ্ঞানসহ বিজ্ঞান বিভাগের ছাত্রীদের জন্য (1341, 650, 1501, 675)
college-name: খুলনা সিটি কর্পোরেশন উইমেন্স কলেজ, খুলনা (1244, 396, 1502, 459)
b1-body-1: সোশ্যাল মিডিয়ায় বিভিন্ন উসকানি ও নির্দেশনা দেওয়া হচ্ছে, তবে রাজপথে তাদের দেখা যায় না। এমনকি একজন নিরীহ রিকশাওয়ালাকে ৫০০ টাকা দিয়ে স্লোগান দিতে বলা হয়েছে, পরে সেই ভিডিও ছড়িয়ে দেওয়া হয়েছে। বিশ্লেষণ করে দেখা গেছে, ওই রিকশাচালকের কোনো অপরাধমূলক রেকর্ড নেই। এভাবে সাধারণ মানুষকে ব্যবহার করে বিশৃঙ্খলা তৈরি করার চেষ্টা যা দিয়ে জনমনে আতঙ্ক ছড়ানোর অপচেষ্টা চালানো হচ্ছে। তিনি আরও বলেন, আইনশৃঙ্খলা রক্ষাকারী বাহিনী সর্বোচ্চ সতর্ক অবস্থায় রয়েছে। যেকোনো ধরনের নাশকতা প্রতিহত করতে তারা প্রস্তুত রয়েছে। জনগণকে আতঙ্কিত না হওয়ার আহ্বান জানানো হয়েছে। (21, 1418, 223, 1625)
gov-office: Office of the Executive Engineer (1115, 1446, 1314, 1463)
b1-divider-3 (21, 2026, 222, 2027)
table-row (925, 1739, 1504, 1772)
b2-body-4: ইসলামী আন্দোলনের নেতৃবৃন্দ বলেছেন, এবারের নির্বাচন হবে দেশের ইতিহাসে একটি গুরুত্বপূর্ণ ঘটনা। জনগণ তাদের ভোটাধিকার প্রয়োগের সুযোগ পাবে বলে তারা আশা প্রকাশ করেন। তারা সরকারের প্রতি আহ্বান জানিয়ে বলেন, নির্বাচন কমিশনকে সম্পূর্ণ স্বাধীনভাবে কাজ করার সুযোগ দিতে হবে। কোনো ধরনের হস্তক্ষেপ কাম্য নয়। (237, 1874, 448, 1977)
tender-deadline: 26.11.2025 Time : 5:00 PM (1407, 1673, 1503, 1706)
tender-deadline: 26.11.2025 Time : 5:00 PM (1407, 1772, 1503, 1805)
form-time-value: ঃ সকাল ১০.০০ টা থেকে দুপুর ২.০০ টা পর্যন্ত (1341, 813, 1488, 838)
memo-number: Memo No: 46.02.0100.000.07.067.25-3313 (924, 1529, 1117, 1542)
tender-intro: e-Tender is invited in the National e-GP System portal (http://www.eprocure.gov.bd) for the procurement of stated below. (924, 1542, 1459, 1555)
masthead-photo-block (1232, 71, 1522, 211)
masthead-date-bar: খুলনা: বৃহস্পতিবার : ১৩ নভেম্বর ২০২৫ (14, 122, 247, 185)
col3-photo-caption: কয়রায়(সাতক্ষীরা) কয়রায় ব্যাংক মহিলা শাখার কর্মী সমাবেশে বক্তব্য রাখেন নির্বাহীর প্রতিনিধি ও সাংবাদিক হাবিব।-পূর্বাঞ্চল। (447, 604, 632, 642)
b1-headline-1: 'লকডাউন'-এ আতঙ্কের (21, 1395, 155, 1411)
tender-rail (904, 1388, 1522, 2352)
column-6 (995, 220, 1151, 1338)
tender-deadline: 26.11.2025 Time : 5:00 PM (1407, 1852, 1503, 1885)
tender-table-header-row (925, 1561, 1504, 1607)
lead-headline: খুলনা-মোংলা মহাসড়কে যানবাহন অব্যবস্থাপনার কারণে একের পর এক দুর্ঘটনা ঘটছে (267, 73, 1016, 144)
bottom-columns (14, 1388, 1522, 2352)
form-price: ভর্তি ফরমের মূল্য ঃ ৬০০.০০ (ছয়শত) টাকা (1342, 856, 1503, 867)
tender-desc: Periodic Maintenance of Nalua-Saildah Bazar RHD Road at ch. 7790-10200m [Road ID: 201142009] [Chitalmari] [Bagerhat] & LGED/GOBM/Bag/25-26/RW-25. (983, 1739, 1408, 1772)
table-row (925, 1607, 1504, 1640)
b1-headline-4: ব্যবসায়কে রক্ষা করতে হলে (21, 2033, 222, 2064)
tender-id: 1174933 (925, 1739, 983, 1772)
tender-id: 1174927 (925, 1640, 983, 1673)
th-package-description: Package Description & No. (983, 1561, 1408, 1607)
note-label: বিঃ দ্রঃ (1170, 874, 1197, 885)
b2-headline-5: নগরীর বর্জ্য সংগ্রহের (283, 1986, 402, 2003)
col2-sub-headline: মোরেলগঞ্জে বিএনপির বিক্ষোভ মিছিল (251, 838, 429, 874)
tender-id: 1174930 (925, 1706, 983, 1739)
college-signature-block (1171, 939, 1502, 1030)
col5-body: মানববন্ধনে বিভিন্ন সামাজিক ও স্বেচ্ছাসেবী সংগঠনের নেতৃবৃন্দ, সাংবাদিক, শিক্ষক, ছাত্র-ছাত্রীসহ বিভিন্ন শ্রেণি-পেশার মানুষ অংশগ্রহণ করেন। বক্তারা বলেন, ১৯৭০ সালের ১২ নভেম্বর ভয়াবহ ঘূর্ণিঝড়ে উপকূলীয় অঞ্চলে লক্ষ লক্ষ মানুষ প্রাণ হারিয়েছিল। সেই স্মৃতিকে ধরে রাখতে এই দিনটিকে উপকূল দিবস ঘোষণা করা প্রয়োজন। জলবায়ু পরিবর্তনের ফলে এই ঝুঁকি দিন দিন বাড়ছে। উপকূলের বহু এলাকা অরক্ষিত থেকে যাচ্ছে যুগের পর যুগ। তারা বলেন, উপকূলবাসীর স্বাস্থ্য সুরক্ষায় রাষ্ট্রীয়ভাবে একটি দিবস ঘোষণা এখন সময়ের দাবি। উপকূল দিবস ঘোষণা করা হলে সরকার, উন্নয়ন সহযোগী প্রতিষ্ঠান, সংবাদ মাধ্যমসহ বিভিন্ন মহলে উপকূলের গুরুত্ব বাড়বে। এর মাধ্যমে উপকূলের সুরক্ষা ও উন্নয়ন ত্বরান্বিত হবে। (846, 483, 988, 829)
column-2 (239, 220, 439, 1338)
admission-eligibility: আবেদনের ন্যূনতম যোগ্যতা ঃ প্রার্থীকে ২০২২ অথবা ২০২৩ সালের এসএসসি/সমমানের এবং ২০২৪ অথবা ২০২৫ সালের এইচএসসি/সমমানের পরীক্ষায় গ্রেড পদ্ধতিতে ৫.০০ এর স্কেলে সর্বমোট জিপিএ ৬.০০ পেতে হবে এবং যে কোনো একটি পরীক্ষায় নূন্যতম ২.৫০ জিপিএ অর্জন করেছে শুধু তারাই ভর্তি জন্য আবেদন করতে পারবে। (1170, 709, 1503, 781)
table-row (925, 1806, 1504, 1852)
b3-body-2: পররাষ্ট্র মন্ত্রণালয়ে ডেকে পাঠানো হয়েছে ভারতীয় হাইকমিশনারকে। কূটনৈতিক সূত্রে জানা গেছে, সাম্প্রতিক কিছু ঘটনার প্রেক্ষিতে এই তলব করা হয়েছে। সংশ্লিষ্ট সূত্র জানায়, বৈঠকে দ্বিপাক্ষিক সম্পর্ক ও সীমান্ত পরিস্থিতি নিয়ে আলোচনা হয়েছে। বাংলাদেশের পক্ষ থেকে উদ্বেগ প্রকাশ করা হয়। (462, 1613, 673, 1717)
col5-sub-body: নিজস্ব সংবাদদাতা, ফুলতলা (খুলনা): কাদিয়ানীদের অমুসলিম ঘোষণার দাবিতে ফুলতলায় বিক্ষোভ সমাবেশ অনুষ্ঠিত হয়েছে। গতকাল বুধবার বাদ আসর স্থানীয় বাজারে এ কর্মসূচি পালিত হয়। সমাবেশে বক্তারা অবিলম্বে কাদিয়ানীদের রাষ্ট্রীয়ভাবে অমুসলিম ঘোষণার দাবি জানান। তারা বলেন, এই দাবি আদায় না হওয়া পর্যন্ত আন্দোলন চলবে। বিভিন্ন মসজিদের ইমাম, মাদ্রাসার শিক্ষক ও ছাত্রসহ বিপুল সংখ্যক ধর্মপ্রাণ মুসল্লি সমাবেশে অংশগ্রহণ করেন। (846, 899, 988, 1123)
main-columns (14, 220, 1522, 1338)
memo-row (924, 1529, 1504, 1541)
tender-deadline: 26.11.2025 Time : 5:00 PM (1407, 1607, 1503, 1640)
tender-signature-block (924, 2078, 1504, 2178)
masthead-lead-headline-block (257, 71, 1026, 211)
subjects-table (1171, 636, 1502, 704)
college-affiliation: (খুলনা বিশ্ববিদ্যালয় অধিভুক্ত) (1269, 468, 1404, 481)
executive-engineer-signature-icon (924, 2078, 1464, 2108)
col3-sub-body: তালা (সাতক্ষীরা) প্রতিনিধি: সাতক্ষীরার তালা উপজেলার জাতীয় পার্টির ওয়ার্ড সিনিয়র সহ-সভাপতির স্ত্রী ইন্তেকাল করেছেন। ইন্নালিল্লাহি ওয়া ইন্না ইলাইহি রাজিউন। মৃত্যুকালে তার বয়স হয়েছিল ৬৫ বছর। তিনি দীর্ঘদিন ধরে বার্ধক্যজনিত নানা রোগে ভুগছিলেন। মৃত্যুকালে তিনি স্বামী, দুই ছেলে, এক মেয়েসহ অসংখ্য আত্মীয়স্বজন ও গুণগ্রাহী রেখে গেছেন। গতকাল বুধবার বাদ আসর স্থানীয় ঈদগাহ ময়দানে তার নামাজে জানাজা অনুষ্ঠিত হয়। জানাজা শেষে পারিবারিক কবরস্থানে তাকে দাফন করা হয়। জানাজায় বিভিন্ন রাজনৈতিক দলের নেতাকর্মী, স্থানীয় গণ্যমান্য ব্যক্তিবর্গ ও এলাকার সর্বস্তরের মানুষ অংশগ্রহণ করেন। তার মৃত্যুতে এলাকায় শোকের ছায়া নেমে এসেছে। জাতীয় পার্টির কেন্দ্রীয় ও স্থানীয় নেতৃবৃন্দ গভীর শোক প্রকাশ করেছেন এবং শোকসন্তপ্ত পরিবারের প্রতি সমবেদনা জানিয়েছেন। তারা মরহুমার রুহের মাগফিরাত কামনা করেন। (447, 698, 632, 1018)
continued-band: প্রথম পাতার পর (14, 1342, 1522, 1383)
masthead-photo-caption: গতকাল খুলনা প্রেস ক্লাবে সাংবাদিক সম্মেলনে লিখিত বক্তব্য পাঠ করেন সুরাইয়া বেগম।-পূর্বাঞ্চল। (1232, 186, 1522, 210)
gov-title: Government of the Peoples Republic of Bangladesh (1011, 1404, 1418, 1425)
col3-sub-headline: তালার জাতীয় পার্টি ওয়ার্ড সিনিয়র সহ-সভাপতির স্ত্রীর মৃত্যু (450, 656, 629, 692)
col3-photo (447, 451, 632, 601)
col1-body: ত্রয়োদশ জাতীয় সংসদ নির্বাচন অনুষ্ঠানের জন্য নির্বাচন কমিশনের প্রস্তুতি শেষ হয়েছে। তারা ঘোষিত সময়ের মধ্যে নির্বাচন অনুষ্ঠানের প্রস্তুতি নিয়েছে বলে জানিয়েছে। সাধারণ মানুষও নির্বাচন অনুষ্ঠানের অপেক্ষায় রয়েছে। একটি সুন্দর ও গ্রহণযোগ্য স্বচ্ছ নির্বাচন অনুষ্ঠানে নির্বাচন কমিশন যেমন সচেষ্ট থাকবে, তেমনি রাজনৈতিক দলগুলোকেও দায়িত্বশীল আচরণ করতে হবে। নির্বাচনে অংশগ্রহণকারী প্রার্থী ও তাদের সমর্থকদের নির্বাচনী আচরণবিধি মেনে চলতে হবে। নির্বাচন কমিশনের পক্ষ থেকে ইতোমধ্যেই নির্বাচনী আচরণবিধি প্রণয়ন করা হয়েছে। সেখানে স্পষ্টভাবে বলা আছে, কী কী করা যাবে আর কী কী করা যাবে না। সকলকে অবশ্যই আচরণবিধি মেনে চলতে হবে। জাতীয় সংসদ নির্বাচন উপলক্ষে বহু রাজনৈতিক দল তাদের প্রার্থী ঘোষণা করেছে। প্রার্থীরা ইতোমধ্যেই নিজ নিজ এলাকায় গণসংযোগ শুরু করেছেন। তারা ভোটারদের দ্বারে দ্বারে যাচ্ছেন, তাদের সমর্থন চাইছেন। এক্ষেত্রে মনে রাখা প্রয়োজন, নির্বাচনী প্রচারণা যেন কোনোভাবেই আচরণবিধি লঙ্ঘন না করে। পোস্টার-ব্যানার লাগানোর ক্ষেত্রে নিয়ম মেনে চলতে হবে। নির্ধারিত আকারের বেশি বড় পোস্টার ব্যবহার করা যাবে না। দেয়াল লিখন, মাইকিং এবং সভা-সমাবেশের ক্ষেত্রেও নির্দিষ্ট সময়সূচি মেনে চলতে হবে। নির্বাচন কমিশনের নির্দেশনা অনুযায়ী প্রচারণার সময়সীমা নির্ধারিত থাকবে। নির্বাচনে প্রতিদ্বন্দ্বী প্রার্থীদের প্রতি সম্মান প্রদর্শন করতে হবে। কাউকে ব্যক্তিগতভাবে আক্রমণ করা বা কুৎসা রটানো কোনোভাবেই গ্রহণযোগ্য নয়। গণতান্ত্রিক সংস্কৃতিতে সহনশীলতা অপরিহার্য। ভোটারদের নির্ভয়ে ভোটকেন্দ্রে গিয়ে নিজের পছন্দের প্রার্থীকে ভোট দেওয়ার পরিবেশ নিশ্চিত করতে হবে। কোনো ধরনের ভীতি প্রদর্শন বা বলপ্রয়োগের আশ্রয় নেওয়া যাবে না। আইনশৃঙ্খলা রক্ষাকারী বাহিনীকেও নিরপেক্ষভাবে দায়িত্ব পালন করতে হবে। নির্বাচনকালীন সময়ে তাদের ভূমিকা অত্যন্ত গুরুত্বপূর্ণ। কোনো পক্ষের প্রতি পক্ষপাতিত্ব করা যাবে না। নির্বাচন একটি জাতির ভবিষ্যৎ নির্ধারণ করে। তাই সকলের সম্মিলিত প্রচেষ্টায় একটি অবাধ, সুষ্ঠু ও নিরপেক্ষ নির্বাচন অনুষ্ঠিত হোক, এটাই সবার প্রত্যাশা। গণমাধ্যমেরও এক্ষেত্রে বিরাট দায়িত্ব রয়েছে। তাদের নিরপেক্ষ ও বস্তুনিষ্ঠ সংবাদ পরিবেশন করতে হবে। গুজব ও অপপ্রচার রোধে সতর্ক থাকতে হবে। সর্বোপরি নির্বাচনী আচরণবিধি মানতে সবাইকে যত্নশীল হতে হবে। আচরণবিধি লঙ্ঘনকারীদের বিরুদ্ধে কঠোর ব্যবস্থা গ্রহণ করতে হবে। তবেই একটি সুষ্ঠু নির্বাচন সম্ভব হবে। (21, 266, 233, 1034)
etender-notice (913, 1394, 1515, 2188)
bottom-column-4 (679, 1388, 904, 2352)
table-row (925, 1706, 1504, 1739)
table-row (925, 1673, 1504, 1706)
college-note: ১. বিস্তারিত তথ্যের জন্য সম্মান শাখার অফিসে ও কলেজ ওয়েবসাইট (www.kccwc.edu.bd) দেখার জন্য বলা হলো। (1201, 874, 1439, 900)
tender-note: This is an online Tender, where only e-Tender shall be accepted in the National e-GP portal and no offline/hard copies shall be accepted. (924, 1938, 1504, 1965)
principal-org: খুলনা সিটি কর্পোরেশন উইমেন্স কলেজ, খুলনা (1341, 1001, 1503, 1012)
b3-body-4: চট্টগ্রাম নগরীর একটি বহুতল ভবনে সাবেক শিক্ষামন্ত্রী মহিবুল হাসান চৌধুরীর বাসায় অভিযান চালিয়েছে আইনশৃঙ্খলা রক্ষাকারী বাহিনী। অভিযানে সাতজনকে আটক করা হয়েছে। গতকাল বুধবার রাত সাড়ে ৯টার দিকে নগরীর চকবাজার এলাকায় এ অভিযান পরিচালিত হয়। আটককৃত ব্যক্তিদের পরিচয় যাচাই-বাছাই করা হচ্ছে বলে জানানো হয়েছে। অভিযানে বেশ কিছু নথিপত্র ও ইলেকট্রনিক ডিভাইস জব্দ করা হয়েছে। আটককৃতরা নিষিদ্ধ ঘোষিত আওয়ামী লীগের রাজনীতির সঙ্গে জড়িত ছিলেন বলে প্রাথমিকভাবে জানা গেছে। (462, 1951, 673, 2132)
signer-email: e-mail: xen.bagerhat@lged.gov.bd (1305, 2163, 1464, 2176)
tender-note: To submit e-Tender, registration in National e-GP Portal (http://www.eprocure.gov.bd) and valid enlistment in LGED under districts Bagerhat is required. (924, 1969, 1504, 1997)
col3-divider (447, 648, 632, 649)
page-folio: দৈনিক পূর্বাঞ্চল-২ (14, 19, 170, 44)
tender-deadline: 26.11.2025 Time : 5:00 PM (1407, 1706, 1503, 1739)
column-3 (439, 220, 639, 1338)
tender-deadline: 26.11.2025 Time : 5:00 PM (1407, 1806, 1503, 1852)
table-row (925, 1852, 1504, 1885)
b1-divider-2 (21, 1837, 222, 1838)
principal-name: (রোজিনা আক্তার) (1411, 965, 1503, 980)
top-rule-thin (14, 63, 1522, 64)
col5-top-body: বটিয়াঘাটা অফিসঃ বটিয়াঘাটা উপজেলা বিএনপি ও তার সহযোগী অঙ্গসংগঠনের উদ্যোগে আওয়ামী লীগের নৈরাজ্য সৃষ্টির প্রতিবাদে বিক্ষোভ মিছিল ও প্রতিবাদ সমাবেশ অনুষ্ঠিত হয়। কয়রা (খুলনা) প্রতিনিধি: ১২ নভেম্বরকে জাতীয় উপকূল দিবস হিসেবে ঘোষণার দাবিতে খুলনার কয়রায় মানববন্ধন কর্মসূচি পালিত হয়েছে। গতকাল বুধবার সকালে উপজেলা সদরে এ কর্মসূচি অনুষ্ঠিত হয়। (846, 221, 988, 413)
